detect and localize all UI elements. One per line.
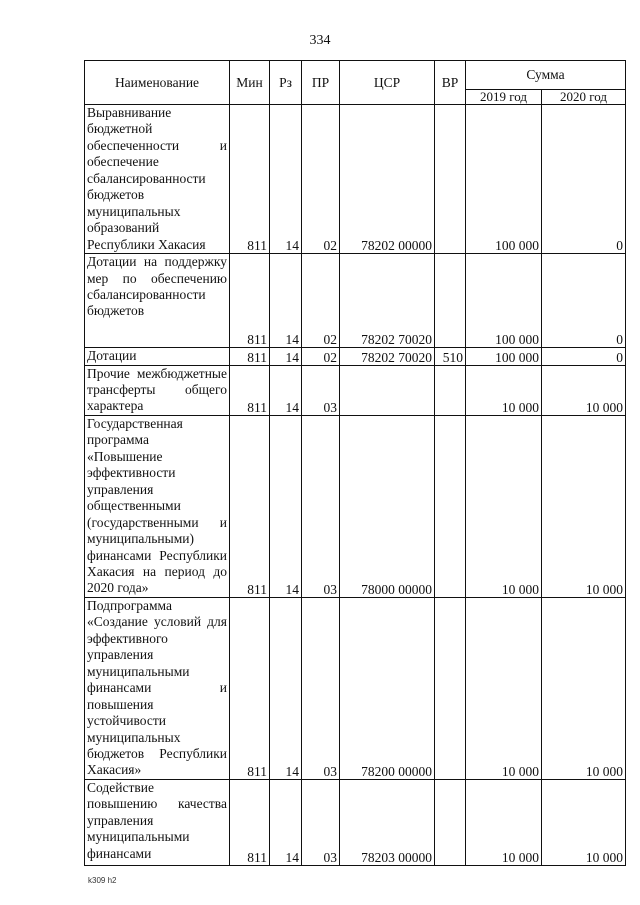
row-min: 811 (230, 779, 270, 865)
row-name: Прочие межбюджетные трансферты общего характера (85, 365, 230, 415)
row-sum-2019: 10 000 (466, 597, 542, 779)
row-rz: 14 (270, 348, 302, 365)
row-sum-2019: 10 000 (466, 415, 542, 597)
table-row (85, 779, 626, 865)
row-rz: 14 (270, 254, 302, 348)
row-min: 811 (230, 597, 270, 779)
table-row (85, 597, 626, 779)
row-csr: 78202 70020 (340, 254, 435, 348)
row-vr (435, 365, 466, 415)
header-min: Мин (230, 61, 270, 105)
table-row (85, 365, 626, 415)
row-sum-2020: 10 000 (542, 415, 626, 597)
budget-table (84, 60, 626, 866)
footer-code: k309 h2 (88, 876, 117, 885)
row-pr: 03 (302, 415, 340, 597)
row-name: Дотации (85, 348, 230, 365)
row-rz: 14 (270, 105, 302, 254)
row-vr (435, 779, 466, 865)
header-rz: Рз (270, 61, 302, 105)
row-sum-2020: 10 000 (542, 597, 626, 779)
row-pr: 03 (302, 597, 340, 779)
table-row (85, 348, 626, 365)
row-sum-2020: 10 000 (542, 365, 626, 415)
table-row (85, 415, 626, 597)
row-csr: 78000 00000 (340, 415, 435, 597)
page-number: 334 (309, 33, 331, 48)
row-pr: 02 (302, 254, 340, 348)
row-rz: 14 (270, 415, 302, 597)
row-sum-2020: 0 (542, 348, 626, 365)
row-csr: 78202 70020 (340, 348, 435, 365)
row-min: 811 (230, 254, 270, 348)
row-min: 811 (230, 415, 270, 597)
row-name: Государственная программа «Повышение эффективности управления общественными (государственными и муниципальными) финансами Республики Хакасия на период до 2020 года» (85, 415, 230, 597)
row-pr: 03 (302, 779, 340, 865)
header-csr: ЦСР (340, 61, 435, 105)
row-sum-2020: 0 (542, 105, 626, 254)
row-name: Дотации на поддержку мер по обеспечению сбалансированности бюджетов (85, 254, 230, 348)
row-vr (435, 254, 466, 348)
row-sum-2020: 0 (542, 254, 626, 348)
row-sum-2020: 10 000 (542, 779, 626, 865)
row-vr (435, 105, 466, 254)
row-rz: 14 (270, 597, 302, 779)
row-sum-2019: 100 000 (466, 254, 542, 348)
table-row (85, 254, 626, 348)
header-summa: Сумма (466, 61, 626, 90)
row-csr: 78202 00000 (340, 105, 435, 254)
row-pr: 02 (302, 348, 340, 365)
row-csr: 78200 00000 (340, 597, 435, 779)
header-name: Наименование (85, 61, 230, 105)
row-rz: 14 (270, 779, 302, 865)
table-row (85, 105, 626, 254)
row-sum-2019: 10 000 (466, 365, 542, 415)
header-vr: ВР (435, 61, 466, 105)
header-pr: ПР (302, 61, 340, 105)
header-year-2019: 2019 год (466, 90, 542, 105)
row-sum-2019: 10 000 (466, 779, 542, 865)
row-vr: 510 (435, 348, 466, 365)
row-csr: 78203 00000 (340, 779, 435, 865)
row-min: 811 (230, 365, 270, 415)
row-name: Выравнивание бюджетной обеспеченности и обеспечение сбалансированности бюджетов муниципальных образований Республики Хакасия (85, 105, 230, 254)
row-vr (435, 415, 466, 597)
row-min: 811 (230, 348, 270, 365)
row-pr: 03 (302, 365, 340, 415)
row-min: 811 (230, 105, 270, 254)
row-name: Содействие повышению качества управления муниципальными финансами (85, 779, 230, 865)
row-sum-2019: 100 000 (466, 348, 542, 365)
row-rz: 14 (270, 365, 302, 415)
header-year-2020: 2020 год (542, 90, 626, 105)
row-sum-2019: 100 000 (466, 105, 542, 254)
row-pr: 02 (302, 105, 340, 254)
row-name: Подпрограмма «Создание условий для эффективного управления муниципальными финансами и повышения устойчивости муниципальных бюджетов Республики Хакасия» (85, 597, 230, 779)
row-vr (435, 597, 466, 779)
row-csr (340, 365, 435, 415)
